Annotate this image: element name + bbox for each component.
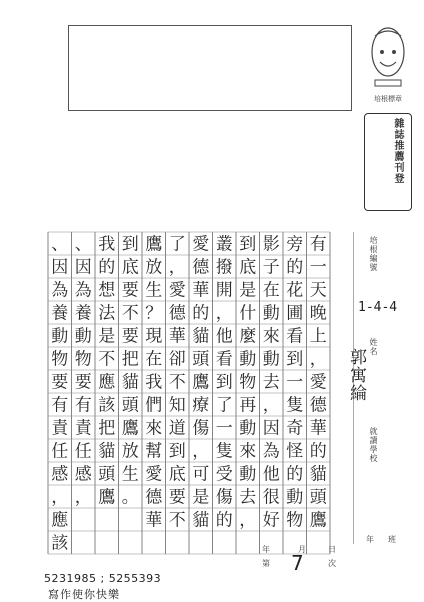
handwritten-char: 責 — [74, 418, 92, 439]
handwritten-char: 要 — [121, 280, 139, 301]
handwritten-char: 動 — [74, 326, 92, 347]
handwritten-char: 知 — [168, 395, 186, 416]
page-prefix-label: 第 — [262, 559, 270, 568]
handwritten-char: 開 — [215, 280, 233, 301]
handwritten-char: 底 — [121, 257, 139, 278]
id-label: 培根編號 — [369, 236, 378, 272]
slogan: 寫作使你快樂 — [48, 588, 120, 601]
handwritten-char: 愛 — [309, 372, 327, 393]
handwritten-char: 是 — [192, 487, 210, 508]
handwritten-char: 。 — [121, 487, 139, 508]
handwritten-char: 該 — [98, 395, 116, 416]
handwritten-char: 動 — [51, 326, 69, 347]
handwritten-char: 生 — [121, 464, 139, 485]
handwritten-char: 頭 — [121, 395, 139, 416]
handwritten-char: 去 — [239, 487, 257, 508]
handwritten-char: 的 — [98, 257, 116, 278]
handwritten-char: 華 — [309, 418, 327, 439]
handwritten-char: 的 — [309, 441, 327, 462]
page-suffix-label: 次 — [328, 559, 336, 568]
handwritten-char: 任 — [74, 441, 92, 462]
year-label: 年 — [262, 545, 270, 554]
handwritten-char: 貓 — [98, 441, 116, 462]
handwritten-char: 天 — [309, 280, 327, 301]
handwritten-char: 鷹 — [145, 234, 163, 255]
handwritten-char: 動 — [262, 349, 280, 370]
handwritten-char: 上 — [309, 326, 327, 347]
handwritten-char: 動 — [239, 464, 257, 485]
handwritten-char: 因 — [74, 257, 92, 278]
handwritten-char: 到 — [286, 349, 304, 370]
handwritten-char: 該 — [51, 533, 69, 554]
handwritten-char: 晚 — [309, 303, 327, 324]
handwritten-char: 頭 — [192, 349, 210, 370]
handwritten-char: 、 — [74, 234, 92, 255]
handwritten-char: ， — [309, 349, 327, 370]
handwritten-char: 物 — [286, 510, 304, 531]
handwritten-char: 他 — [262, 464, 280, 485]
handwritten-char: 他 — [215, 326, 233, 347]
handwritten-char: 要 — [121, 326, 139, 347]
handwritten-char: 們 — [145, 395, 163, 416]
handwritten-char: 子 — [262, 257, 280, 278]
handwritten-char: 到 — [168, 441, 186, 462]
handwritten-char: ？ — [145, 303, 163, 324]
handwritten-char: 放 — [121, 441, 139, 462]
handwritten-char: 的 — [215, 510, 233, 531]
handwritten-char: 物 — [239, 372, 257, 393]
handwritten-char: 一 — [286, 372, 304, 393]
handwritten-char: ， — [262, 395, 280, 416]
grade-label: 年 — [366, 535, 374, 544]
handwritten-char: 在 — [145, 349, 163, 370]
handwritten-char: 華 — [192, 280, 210, 301]
handwritten-char: 德 — [145, 487, 163, 508]
handwritten-char: 來 — [145, 418, 163, 439]
handwritten-char: 物 — [51, 349, 69, 370]
handwritten-char: 卻 — [168, 349, 186, 370]
handwritten-char: 的 — [286, 257, 304, 278]
handwritten-char: 旁 — [286, 234, 304, 255]
handwritten-char: 不 — [168, 372, 186, 393]
handwritten-char: 來 — [262, 326, 280, 347]
handwritten-char: 頭 — [98, 464, 116, 485]
handwritten-char: 到 — [215, 372, 233, 393]
handwritten-char: 一 — [215, 418, 233, 439]
handwritten-char: 在 — [262, 280, 280, 301]
handwritten-char: 傷 — [192, 418, 210, 439]
school-label: 就讀學校 — [369, 427, 378, 463]
handwritten-char: 因 — [51, 257, 69, 278]
handwritten-char: 的 — [286, 464, 304, 485]
name-value: 郭寓綸 — [346, 348, 366, 402]
handwritten-char: 看 — [286, 326, 304, 347]
handwritten-char: 好 — [262, 510, 280, 531]
handwritten-char: 有 — [51, 395, 69, 416]
handwritten-char: 底 — [168, 464, 186, 485]
handwritten-char: 受 — [215, 464, 233, 485]
logo-caption: 培根標章 — [374, 95, 402, 103]
handwritten-char: 要 — [74, 372, 92, 393]
handwritten-char: 的 — [192, 303, 210, 324]
month-label: 月 — [298, 545, 306, 554]
handwritten-char: 到 — [121, 234, 139, 255]
handwritten-char: 放 — [145, 257, 163, 278]
handwritten-char: 為 — [51, 280, 69, 301]
handwritten-char: 怪 — [286, 441, 304, 462]
handwritten-char: 想 — [98, 280, 116, 301]
handwritten-char: 一 — [309, 257, 327, 278]
handwritten-char: 道 — [168, 418, 186, 439]
handwritten-char: 傷 — [215, 487, 233, 508]
handwritten-char: 麼 — [239, 326, 257, 347]
handwritten-char: 了 — [215, 395, 233, 416]
handwritten-char: 奇 — [286, 418, 304, 439]
handwritten-char: 到 — [239, 234, 257, 255]
handwritten-char: 是 — [239, 280, 257, 301]
handwritten-char: 不 — [98, 349, 116, 370]
phone-numbers: 5231985 ; 5255393 — [44, 572, 162, 585]
handwritten-char: 看 — [215, 349, 233, 370]
handwritten-char: 來 — [239, 441, 257, 462]
recommendation-stamp-text: 雜誌推薦刊登 — [392, 118, 403, 184]
handwritten-char: 鷹 — [192, 372, 210, 393]
handwritten-char: 感 — [74, 464, 92, 485]
handwritten-char: 是 — [98, 326, 116, 347]
handwritten-char: ， — [215, 303, 233, 324]
handwritten-char: 德 — [168, 303, 186, 324]
handwritten-char: 法 — [98, 303, 116, 324]
page-number: 7 — [291, 551, 304, 575]
handwritten-char: 隻 — [215, 441, 233, 462]
handwritten-char: 把 — [98, 418, 116, 439]
handwritten-char: 撥 — [215, 257, 233, 278]
handwritten-char: ， — [74, 487, 92, 508]
handwritten-char: 貓 — [192, 326, 210, 347]
handwritten-char: 影 — [262, 234, 280, 255]
handwritten-char: 因 — [262, 418, 280, 439]
handwritten-char: 花 — [286, 280, 304, 301]
handwritten-char: 什 — [239, 303, 257, 324]
handwritten-char: 德 — [309, 395, 327, 416]
handwritten-char: 不 — [121, 303, 139, 324]
handwritten-char: 物 — [74, 349, 92, 370]
handwritten-char: 我 — [98, 234, 116, 255]
handwritten-char: 貓 — [192, 510, 210, 531]
handwritten-char: 去 — [262, 372, 280, 393]
handwritten-char: 德 — [192, 257, 210, 278]
handwritten-char: 有 — [309, 234, 327, 255]
handwritten-char: 動 — [239, 418, 257, 439]
handwritten-char: ， — [51, 487, 69, 508]
handwritten-char: 貓 — [121, 372, 139, 393]
handwritten-char: 很 — [262, 487, 280, 508]
handwritten-char: 療 — [192, 395, 210, 416]
handwritten-char: 動 — [239, 349, 257, 370]
handwritten-char: 為 — [262, 441, 280, 462]
handwritten-char: 圃 — [286, 303, 304, 324]
handwritten-char: 動 — [286, 487, 304, 508]
handwritten-char: 愛 — [192, 234, 210, 255]
handwritten-char: 養 — [51, 303, 69, 324]
handwritten-char: 再 — [239, 395, 257, 416]
id-value: 1-4-4 — [358, 300, 398, 315]
handwritten-char: 應 — [98, 372, 116, 393]
handwritten-char: 生 — [145, 280, 163, 301]
handwritten-char: 頭 — [309, 487, 327, 508]
handwritten-char: 叢 — [215, 234, 233, 255]
handwritten-char: 要 — [168, 487, 186, 508]
handwritten-char: 應 — [51, 510, 69, 531]
handwritten-char: 不 — [168, 510, 186, 531]
handwritten-char: 現 — [145, 326, 163, 347]
handwritten-char: 責 — [51, 418, 69, 439]
handwritten-char: ， — [192, 441, 210, 462]
handwritten-char: 華 — [168, 326, 186, 347]
handwritten-char: 我 — [145, 372, 163, 393]
handwritten-char: 底 — [239, 257, 257, 278]
handwritten-char: 鷹 — [98, 487, 116, 508]
handwritten-char: 鷹 — [121, 418, 139, 439]
handwritten-char: 有 — [74, 395, 92, 416]
name-label: 姓名 — [369, 338, 378, 356]
handwritten-char: 愛 — [145, 464, 163, 485]
handwritten-char: 華 — [145, 510, 163, 531]
handwritten-char: ， — [168, 257, 186, 278]
handwritten-char: 把 — [121, 349, 139, 370]
handwritten-char: 可 — [192, 464, 210, 485]
handwritten-char: 貓 — [309, 464, 327, 485]
handwritten-char: 、 — [51, 234, 69, 255]
handwritten-char: 任 — [51, 441, 69, 462]
handwritten-char: 愛 — [168, 280, 186, 301]
handwritten-char: 感 — [51, 464, 69, 485]
class-label: 班 — [388, 535, 396, 544]
handwritten-char: 為 — [74, 280, 92, 301]
handwritten-char: 了 — [168, 234, 186, 255]
handwritten-char: 鷹 — [309, 510, 327, 531]
day-label: 日 — [328, 545, 336, 554]
handwritten-char: ， — [239, 510, 257, 531]
handwritten-char: 幫 — [145, 441, 163, 462]
handwritten-char: 要 — [51, 372, 69, 393]
handwritten-char: 動 — [262, 303, 280, 324]
handwritten-char: 養 — [74, 303, 92, 324]
handwritten-char: 隻 — [286, 395, 304, 416]
